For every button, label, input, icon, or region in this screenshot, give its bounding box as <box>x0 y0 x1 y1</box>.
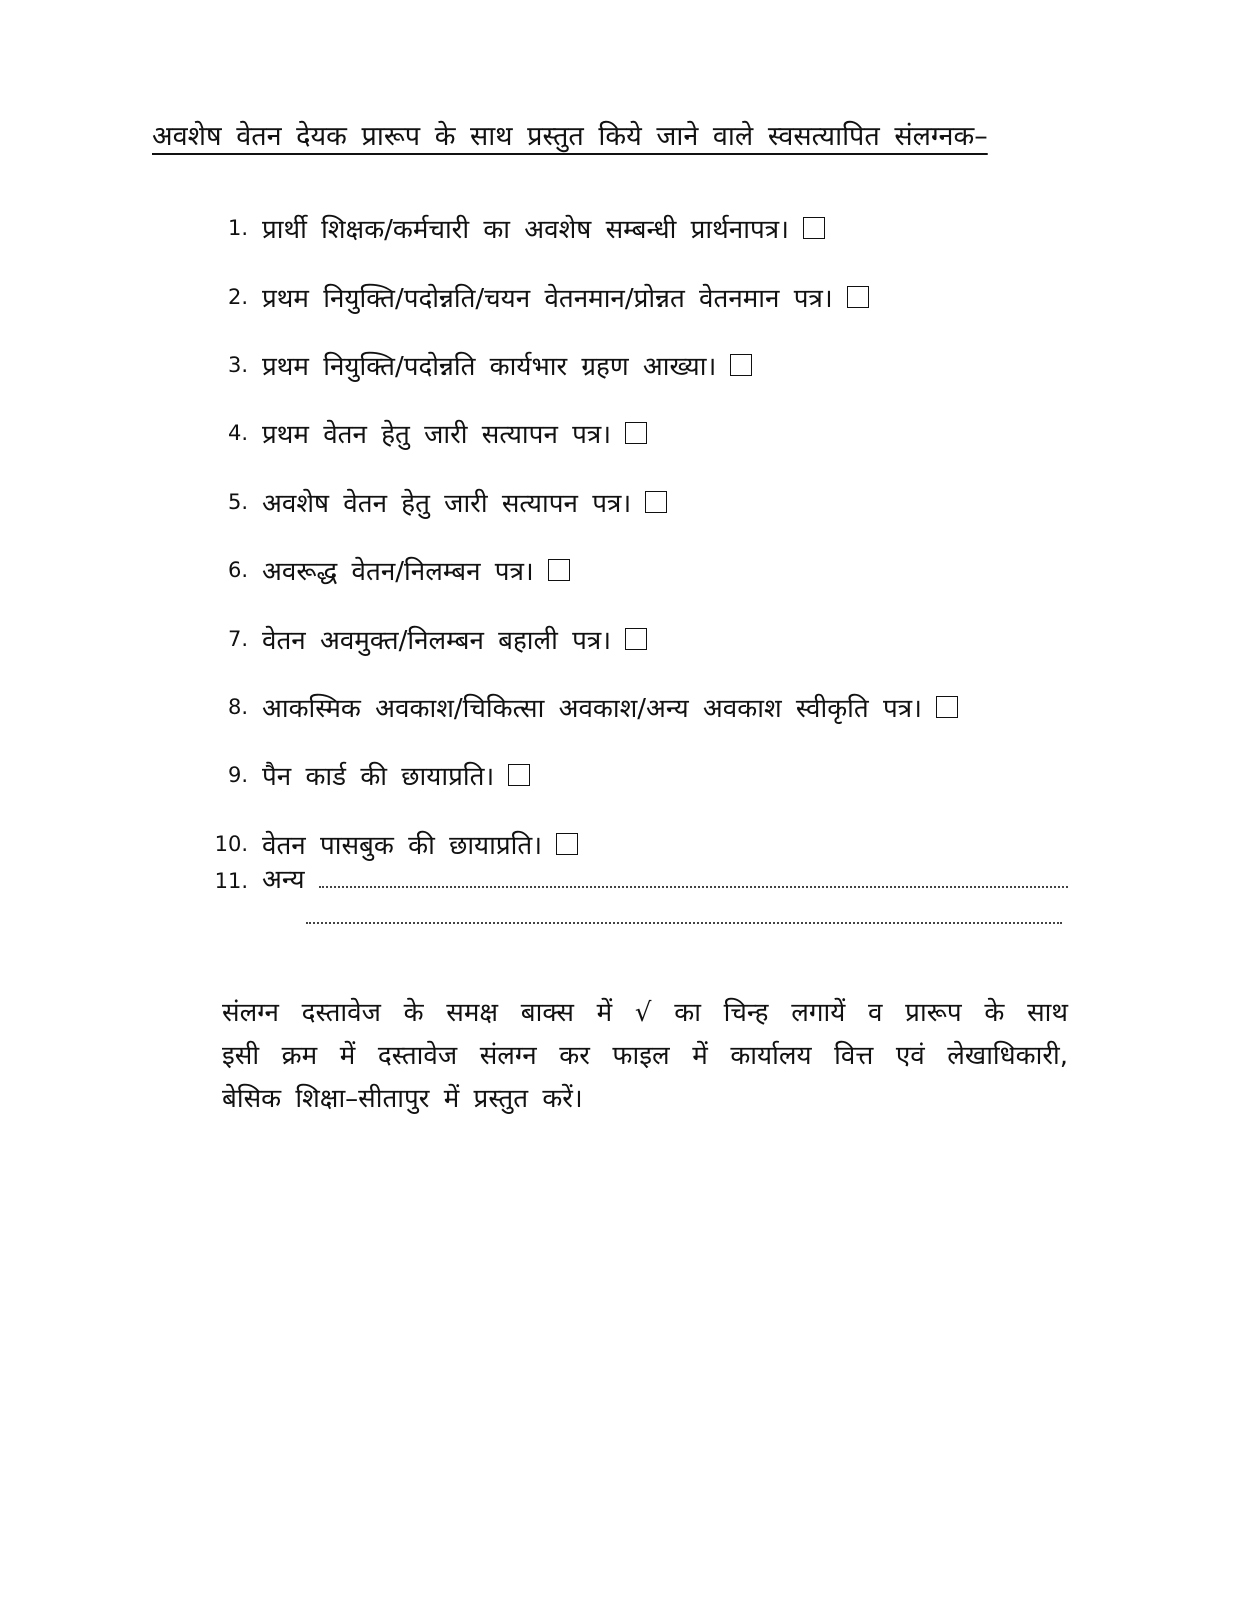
checkbox[interactable] <box>645 491 667 513</box>
item-text: अवरूद्ध वेतन/निलम्बन पत्र। <box>262 557 534 588</box>
checkbox[interactable] <box>556 833 578 855</box>
checklist-item <box>196 741 1096 809</box>
other-label: अन्य <box>262 865 305 895</box>
fill-in-line-continued[interactable] <box>306 920 1062 924</box>
item-number: 6. <box>227 558 248 583</box>
item-number: 8. <box>227 694 248 719</box>
checklist-item <box>196 262 1096 330</box>
item-number: 7. <box>227 626 248 651</box>
item-text: वेतन पासबुक की छायाप्रति। <box>262 830 543 861</box>
item-number: 9. <box>227 763 248 788</box>
item-text: पैन कार्ड की छायाप्रति। <box>262 762 495 793</box>
checklist-item <box>196 468 1096 536</box>
fill-in-line[interactable] <box>319 868 1068 888</box>
item-number: 10. <box>214 831 248 856</box>
item-number: 2. <box>227 284 248 309</box>
item-number: 5. <box>227 489 248 514</box>
note-line: बेसिक शिक्षा–सीतापुर में प्रस्तुत करें। <box>222 1084 583 1114</box>
checklist-item <box>196 604 1096 672</box>
checkbox[interactable] <box>625 628 647 650</box>
checkbox[interactable] <box>625 422 647 444</box>
item-number: 4. <box>227 421 248 446</box>
checklist-item <box>196 331 1096 399</box>
other-attachment-row <box>196 860 1068 896</box>
checklist-item <box>196 194 1096 262</box>
checklist-item <box>196 399 1096 467</box>
checkbox[interactable] <box>803 217 825 239</box>
document-title: अवशेष वेतन देयक प्रारूप के साथ प्रस्तुत किये जाने वाले स्वसत्यापित संलग्नक– <box>152 121 988 152</box>
item-number: 3. <box>227 352 248 377</box>
checkbox[interactable] <box>508 764 530 786</box>
item-text: अवशेष वेतन हेतु जारी सत्यापन पत्र। <box>262 488 632 519</box>
checklist-item <box>196 536 1096 604</box>
item-text: प्रार्थी शिक्षक/कर्मचारी का अवशेष सम्बन्धी प्रार्थनापत्र। <box>262 215 789 246</box>
item-text: आकस्मिक अवकाश/चिकित्सा अवकाश/अन्य अवकाश स्वीकृति पत्र। <box>262 693 922 724</box>
item-number: 11. <box>214 869 248 893</box>
item-text: प्रथम वेतन हेतु जारी सत्यापन पत्र। <box>262 420 612 451</box>
checklist-item <box>196 673 1096 741</box>
checkbox[interactable] <box>548 559 570 581</box>
instruction-note <box>222 992 1068 1121</box>
attachment-checklist <box>196 194 1096 878</box>
item-text: वेतन अवमुक्त/निलम्बन बहाली पत्र। <box>262 625 612 656</box>
item-text: प्रथम नियुक्ति/पदोन्नति कार्यभार ग्रहण आख्या। <box>262 351 717 382</box>
checkbox[interactable] <box>847 286 869 308</box>
item-text: प्रथम नियुक्ति/पदोन्नति/चयन वेतनमान/प्रोन्नत वेतनमान पत्र। <box>262 283 833 314</box>
note-line: संलग्न दस्तावेज के समक्ष बाक्स में √ का चिन्ह लगायें व प्रारूप के साथ <box>222 998 1068 1028</box>
checkbox[interactable] <box>730 354 752 376</box>
checkbox[interactable] <box>936 696 958 718</box>
note-line: इसी क्रम में दस्तावेज संलग्न कर फाइल में कार्यालय वित्त एवं लेखाधिकारी, <box>222 1041 1068 1071</box>
item-number: 1. <box>227 216 248 241</box>
